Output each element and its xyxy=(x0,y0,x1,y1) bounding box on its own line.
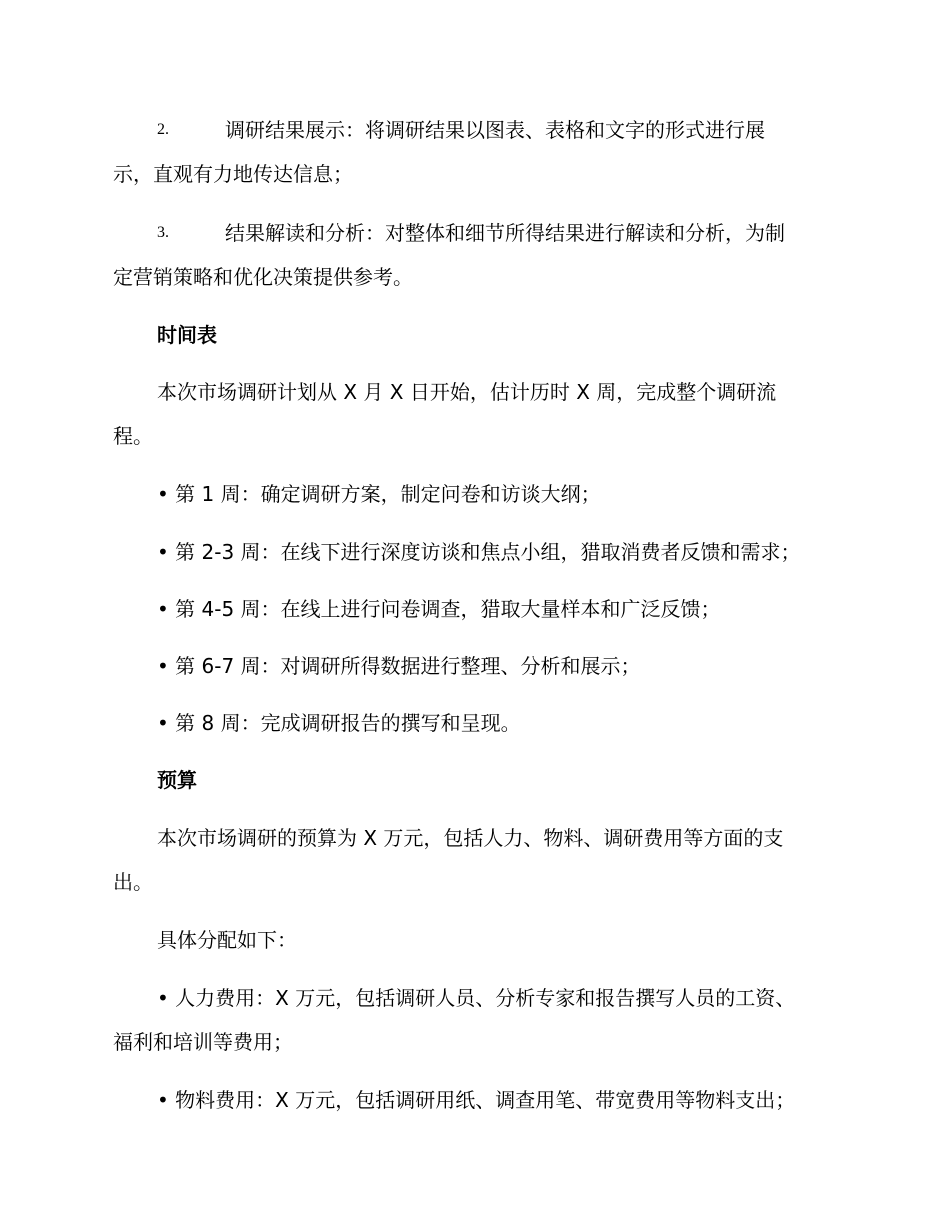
schedule-item: • 第 2-3 周：在线下进行深度访谈和焦点小组，猎取消费者反馈和需求； xyxy=(157,540,801,564)
schedule-item: • 第 4-5 周：在线上进行问卷调查，猎取大量样本和广泛反馈； xyxy=(157,597,721,621)
list-number: 2. xyxy=(157,121,169,138)
paragraph-line: 出。 xyxy=(113,870,153,894)
list-item-line: 示，直观有力地传达信息； xyxy=(113,162,353,186)
list-number: 3. xyxy=(157,224,169,241)
list-item-line: 定营销策略和优化决策提供参考。 xyxy=(113,265,413,289)
paragraph-line: 本次市场调研的预算为 X 万元，包括人力、物料、调研费用等方面的支 xyxy=(157,826,784,850)
section-heading-budget: 预算 xyxy=(157,768,197,792)
paragraph-line: 具体分配如下： xyxy=(157,928,297,952)
section-heading-schedule: 时间表 xyxy=(157,323,217,347)
budget-item-continuation: 福利和培训等费用； xyxy=(113,1030,293,1054)
budget-item: • 物料费用：X 万元，包括调研用纸、调查用笔、带宽费用等物料支出； xyxy=(157,1088,796,1112)
schedule-item: • 第 1 周：确定调研方案，制定问卷和访谈大纲； xyxy=(157,482,601,506)
schedule-item: • 第 8 周：完成调研报告的撰写和呈现。 xyxy=(157,711,521,735)
paragraph-line: 本次市场调研计划从 X 月 X 日开始，估计历时 X 周，完成整个调研流 xyxy=(157,380,777,404)
schedule-item: • 第 6-7 周：对调研所得数据进行整理、分析和展示； xyxy=(157,654,641,678)
list-item-line: 结果解读和分析：对整体和细节所得结果进行解读和分析，为制 xyxy=(225,221,785,245)
paragraph-line: 程。 xyxy=(113,424,153,448)
list-item-line: 调研结果展示：将调研结果以图表、表格和文字的形式进行展 xyxy=(225,118,765,142)
budget-item: • 人力费用：X 万元，包括调研人员、分析专家和报告撰写人员的工资、 xyxy=(157,986,796,1010)
